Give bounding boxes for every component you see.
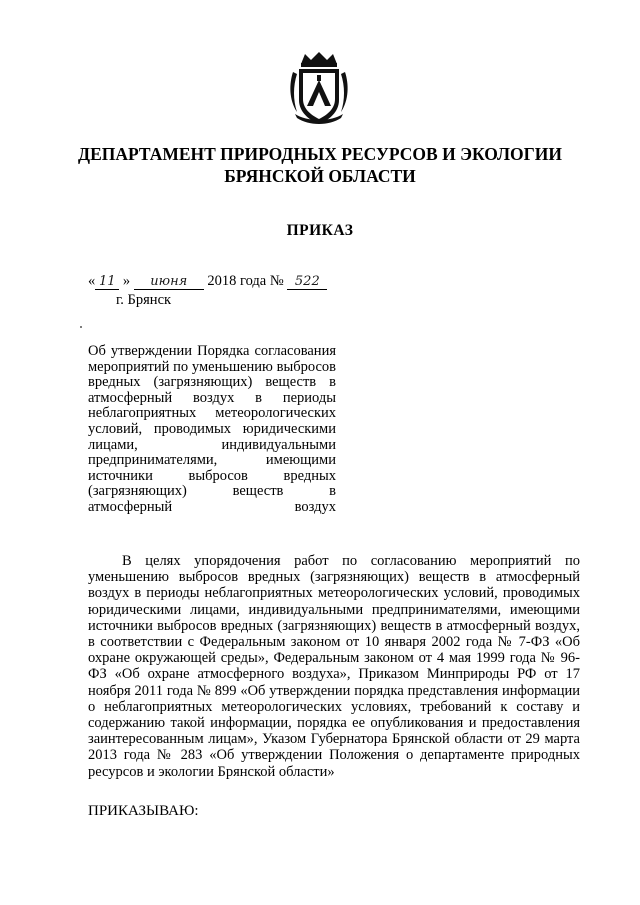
bryansk-coat-of-arms-icon — [287, 50, 351, 128]
scan-dot — [80, 326, 82, 328]
date-year-text: 2018 года № — [207, 273, 284, 289]
order-date-line — [88, 273, 327, 290]
date-open-quote: « — [88, 273, 96, 289]
department-title-line2: БРЯНСКОЙ ОБЛАСТИ — [224, 166, 416, 186]
order-directive: ПРИКАЗЫВАЮ: — [88, 803, 199, 819]
order-subject-text: Об утверждении Порядка согласования мероприятий по уменьшению выбросов вредных (загрязняющих) веществ в атмосферный воздух в периоды неблагоприятных метеорологических условий, проводимых юридическими лицами, индивидуальными предпринимателями, имеющими источники выбросов вредных (загрязняющих) веществ в атмосферный воздух — [88, 343, 336, 515]
order-number: 522 — [287, 274, 327, 290]
order-title: ПРИКАЗ — [286, 222, 354, 239]
date-month: июня — [134, 274, 204, 290]
order-subject — [88, 344, 336, 516]
department-title — [40, 143, 600, 187]
city: г. Брянск — [116, 292, 172, 308]
order-preamble: В целях упорядочения работ по согласованию мероприятий по уменьшению выбросов вредных (загрязняющих) веществ в атмосферный воздух в периоды неблагоприятных метеорологических условий, проводимых юридическими лицами, индивидуальными предпринимателями, имеющими источники выбросов вредных (загрязняющих) веществ в атмосферный воздух, в соответствии с Федеральным законом от 10 января 2002 года № 7-ФЗ «Об охране окружающей среды», Федеральным законом от 4 мая 1999 года № 96-ФЗ «Об охране атмосферного воздуха», Приказом Минприроды РФ от 17 ноября 2011 года № 899 «Об утверждении порядка представления информации о неблагоприятных метеорологических условиях, требований к составу и содержанию такой информации, порядка ее опубликования и предоставления заинтересованным лицам», Указом Губернатора Брянской области от 29 марта 2013 года № 283 «Об утверждении Положения о департаменте природных ресурсов и экологии Брянской области» — [88, 553, 580, 780]
department-title-line1: ДЕПАРТАМЕНТ ПРИРОДНЫХ РЕСУРСОВ И ЭКОЛОГИИ — [78, 144, 562, 164]
date-day: 11 — [95, 274, 119, 290]
date-close-quote: » — [122, 273, 131, 289]
